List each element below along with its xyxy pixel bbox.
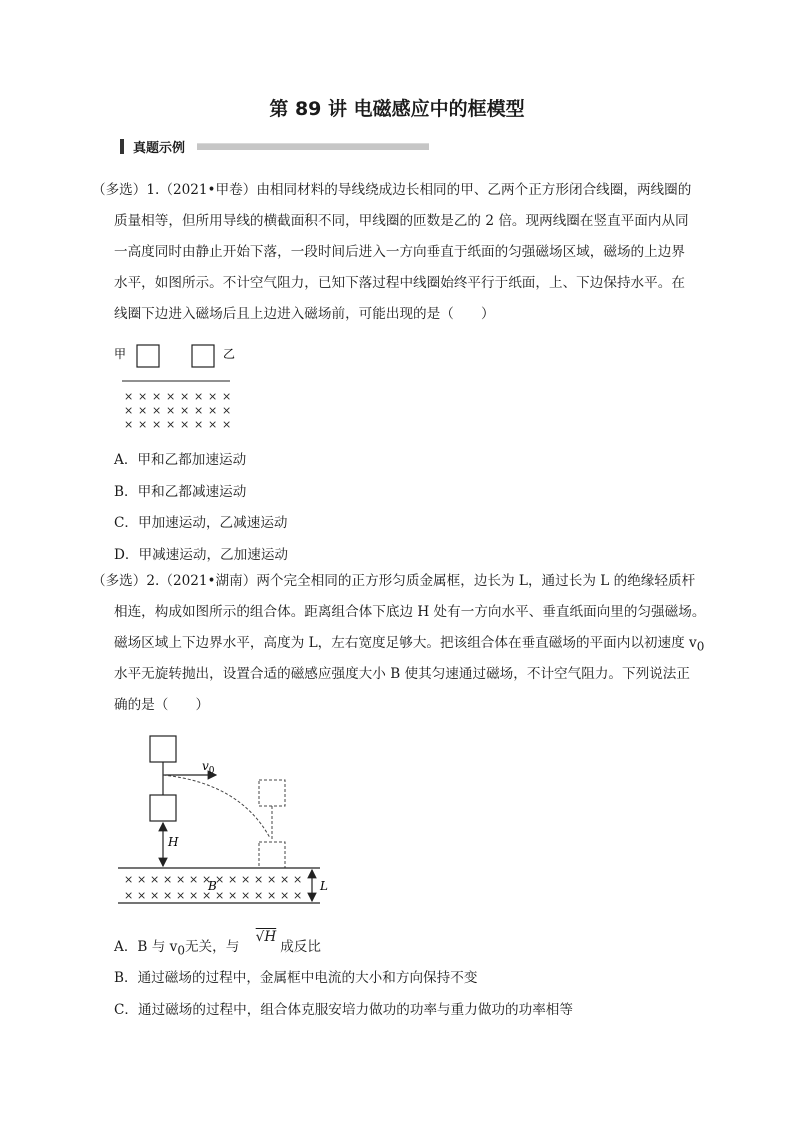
field-cross: × <box>152 418 162 431</box>
field-cross: × <box>194 404 204 417</box>
field-cross: × <box>180 404 190 417</box>
field-cross: × <box>267 889 277 902</box>
field-cross: × <box>228 889 238 902</box>
sqrt-h: √H <box>255 929 277 945</box>
dashed-frame-upper <box>259 780 285 806</box>
field-cross: × <box>293 873 303 886</box>
section-header <box>120 136 429 156</box>
field-cross: × <box>254 889 264 902</box>
q1-option-a[interactable]: A．甲和乙都加速运动 <box>114 452 247 468</box>
field-cross: × <box>228 873 238 886</box>
q2-line-2: 相连，构成如图所示的组合体。距离组合体下底边 H 处有一方向水平、垂直纸面向里的匀强磁场。 <box>114 604 706 620</box>
field-cross: × <box>280 873 290 886</box>
q2-line-1: （多选）2.（2021•湖南）两个完全相同的正方形匀质金属框，边长为 L，通过长为 L 的绝缘轻质杆 <box>92 573 696 589</box>
field-cross: × <box>124 390 134 403</box>
field-cross: × <box>152 390 162 403</box>
magnetic-field-marks <box>124 390 231 431</box>
field-cross: × <box>293 889 303 902</box>
field-cross: × <box>280 889 290 902</box>
field-cross: × <box>222 404 232 417</box>
q1-line-3: 一高度同时由静止开始下落，一段时间后进入一方向垂直于纸面的匀强磁场区域，磁场的上边界 <box>114 244 685 260</box>
field-cross: × <box>163 873 173 886</box>
field-cross: × <box>166 390 176 403</box>
q1-option-c[interactable]: C．甲加速运动，乙减速运动 <box>114 515 288 531</box>
field-cross: × <box>137 873 147 886</box>
q2-line-4: 水平无旋转抛出，设置合适的磁感应强度大小 B 使其匀速通过磁场，不计空气阻力。下列说法正 <box>114 666 690 682</box>
field-cross: × <box>176 873 186 886</box>
q1-line-4: 水平，如图所示。不计空气阻力，已知下落过程中线圈始终平行于纸面，上、下边保持水平。在 <box>114 275 685 291</box>
field-cross: × <box>138 390 148 403</box>
section-label: 真题示例 <box>133 140 186 156</box>
fig-label-jia: 甲 <box>114 347 127 361</box>
field-cross: × <box>215 873 225 886</box>
q2-option-c[interactable]: C．通过磁场的过程中，组合体克服安培力做功的功率与重力做功的功率相等 <box>114 1002 573 1018</box>
field-cross: × <box>208 418 218 431</box>
field-cross: × <box>176 889 186 902</box>
frame-upper <box>150 736 176 762</box>
q2-line-3: 磁场区域上下边界水平，高度为 L，左右宽度足够大。把该组合体在垂直磁场的平面内以初速度 $v_0$ <box>114 635 705 654</box>
field-cross: × <box>189 889 199 902</box>
field-cross: × <box>163 889 173 902</box>
page-title: 第 89 讲 电磁感应中的框模型 <box>269 98 525 120</box>
field-cross: × <box>150 889 160 902</box>
field-cross: × <box>124 889 134 902</box>
field-cross: × <box>241 873 251 886</box>
fig-label-yi: 乙 <box>223 347 236 361</box>
field-cross: × <box>166 404 176 417</box>
field-cross: × <box>138 418 148 431</box>
section-marker <box>120 139 124 154</box>
section-rule <box>197 143 429 150</box>
field-cross: × <box>137 889 147 902</box>
q1-line-2: 质量相等，但所用导线的横截面积不同，甲线圈的匝数是乙的 2 倍。现两线圈在竖直平面内从同 <box>114 213 689 229</box>
field-cross: × <box>180 390 190 403</box>
field-cross: × <box>180 418 190 431</box>
q2-line-5: 确的是（ ） <box>114 697 210 713</box>
frame-lower <box>150 795 176 821</box>
q2-figure <box>110 728 340 910</box>
q2-option-a[interactable]: A．B 与 $v_0$无关，与 √H成反比 <box>114 929 321 958</box>
field-cross: × <box>208 404 218 417</box>
q1-line-1: （多选）1.（2021•甲卷）由相同材料的导线绕成边长相同的甲、乙两个正方形闭合线圈，两线圈的 <box>92 182 692 198</box>
field-cross: × <box>194 418 204 431</box>
field-cross: × <box>189 873 199 886</box>
field-cross: × <box>241 889 251 902</box>
field-cross: × <box>138 404 148 417</box>
field-cross: × <box>194 390 204 403</box>
field-cross: × <box>202 889 212 902</box>
dashed-frame-lower <box>259 842 285 868</box>
q1-option-b[interactable]: B．甲和乙都减速运动 <box>114 484 247 500</box>
q1-figure <box>110 340 250 440</box>
field-cross: × <box>208 390 218 403</box>
fig-v-label: $v_0$ <box>202 759 215 776</box>
fig-L-label: L <box>320 879 328 893</box>
q1-line-5: 线圈下边进入磁场后且上边进入磁场前，可能出现的是（ ） <box>114 306 495 322</box>
v-subscript: 0 <box>696 639 705 654</box>
fig-H-label: H <box>168 835 179 849</box>
field-cross: × <box>166 418 176 431</box>
field-cross: × <box>124 873 134 886</box>
q2-option-b[interactable]: B．通过磁场的过程中，金属框中电流的大小和方向保持不变 <box>114 970 478 986</box>
trajectory-curve <box>163 775 270 838</box>
field-cross: × <box>150 873 160 886</box>
field-cross: × <box>254 873 264 886</box>
fig-B-label: B <box>208 879 217 893</box>
field-cross: × <box>202 873 212 886</box>
field-cross: × <box>222 390 232 403</box>
field-cross: × <box>215 889 225 902</box>
field-cross: × <box>222 418 232 431</box>
q1-option-d[interactable]: D．甲减速运动，乙加速运动 <box>114 547 289 563</box>
coil-jia <box>137 345 159 367</box>
field-cross: × <box>152 404 162 417</box>
field-cross: × <box>267 873 277 886</box>
field-cross: × <box>124 404 134 417</box>
coil-yi <box>192 345 214 367</box>
field-cross: × <box>124 418 134 431</box>
